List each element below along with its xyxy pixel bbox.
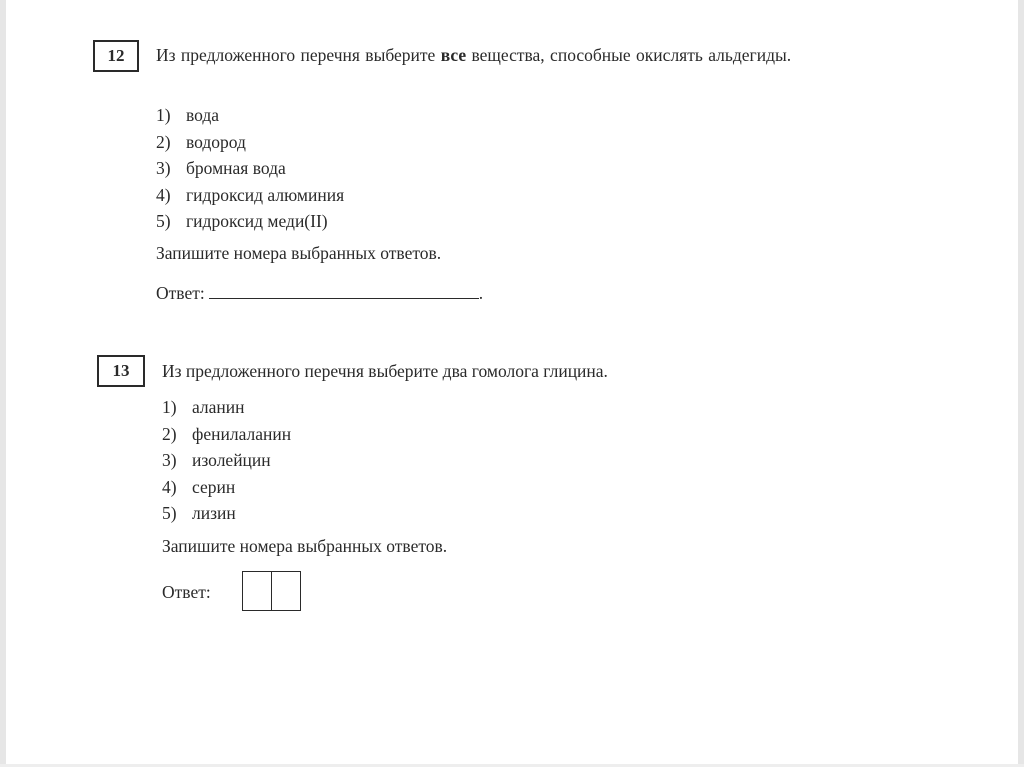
option-number: 1): [156, 105, 171, 125]
list-item: [162, 394, 291, 421]
list-item: [162, 474, 291, 501]
list-item: [162, 500, 291, 527]
prompt-text: вещества, способные окислять альдегиды.: [466, 45, 792, 65]
option-number: 1): [162, 397, 177, 417]
answer-line: [156, 283, 483, 304]
option-text: лизин: [192, 503, 236, 523]
answer-instruction: Запишите номера выбранных ответов.: [162, 536, 448, 556]
option-number: 4): [156, 184, 171, 205]
option-text: вода: [186, 105, 220, 125]
option-number: 2): [156, 131, 171, 152]
prompt-emphasis: все: [440, 45, 467, 65]
option-text: серин: [192, 476, 236, 497]
answer-instruction: Запишите номера выбранных ответов.: [156, 243, 442, 263]
option-number: 3): [156, 158, 171, 178]
option-list: [156, 102, 344, 235]
option-text: водород: [186, 131, 246, 152]
list-item: [156, 182, 344, 209]
list-item: [156, 129, 344, 156]
answer-label: Ответ:: [156, 283, 205, 303]
list-item: [162, 421, 291, 448]
option-text: бромная вода: [186, 158, 286, 178]
page-border-left: [0, 0, 6, 767]
option-number: 4): [162, 476, 177, 497]
option-text: гидроксид меди(II): [186, 211, 328, 231]
answer-suffix: .: [478, 283, 484, 303]
question-prompt: Из предложенного перечня выберите два гомолога глицина.: [162, 361, 608, 381]
question-prompt: [156, 43, 826, 68]
option-number: 5): [156, 211, 171, 231]
option-number: 3): [162, 450, 177, 470]
option-text: изолейцин: [192, 450, 271, 470]
option-text: фенилаланин: [192, 423, 292, 444]
page-border-right: [1018, 0, 1024, 767]
option-text: гидроксид алюминия: [186, 184, 345, 205]
answer-cell-2[interactable]: [271, 572, 300, 610]
answer-input[interactable]: [209, 284, 479, 299]
question-number-box: 12: [93, 40, 139, 72]
list-item: [156, 102, 344, 129]
answer-cells: [242, 571, 301, 611]
option-number: 2): [162, 423, 177, 444]
option-number: 5): [162, 503, 177, 523]
question-number-box: 13: [97, 355, 145, 387]
list-item: [156, 208, 344, 235]
list-item: [162, 447, 291, 474]
list-item: [156, 155, 344, 182]
answer-cell-1[interactable]: [243, 572, 271, 610]
prompt-text: Из предложенного перечня выберите: [156, 45, 441, 65]
option-list: [162, 394, 291, 527]
option-text: аланин: [192, 397, 245, 417]
answer-label: Ответ:: [162, 582, 211, 602]
